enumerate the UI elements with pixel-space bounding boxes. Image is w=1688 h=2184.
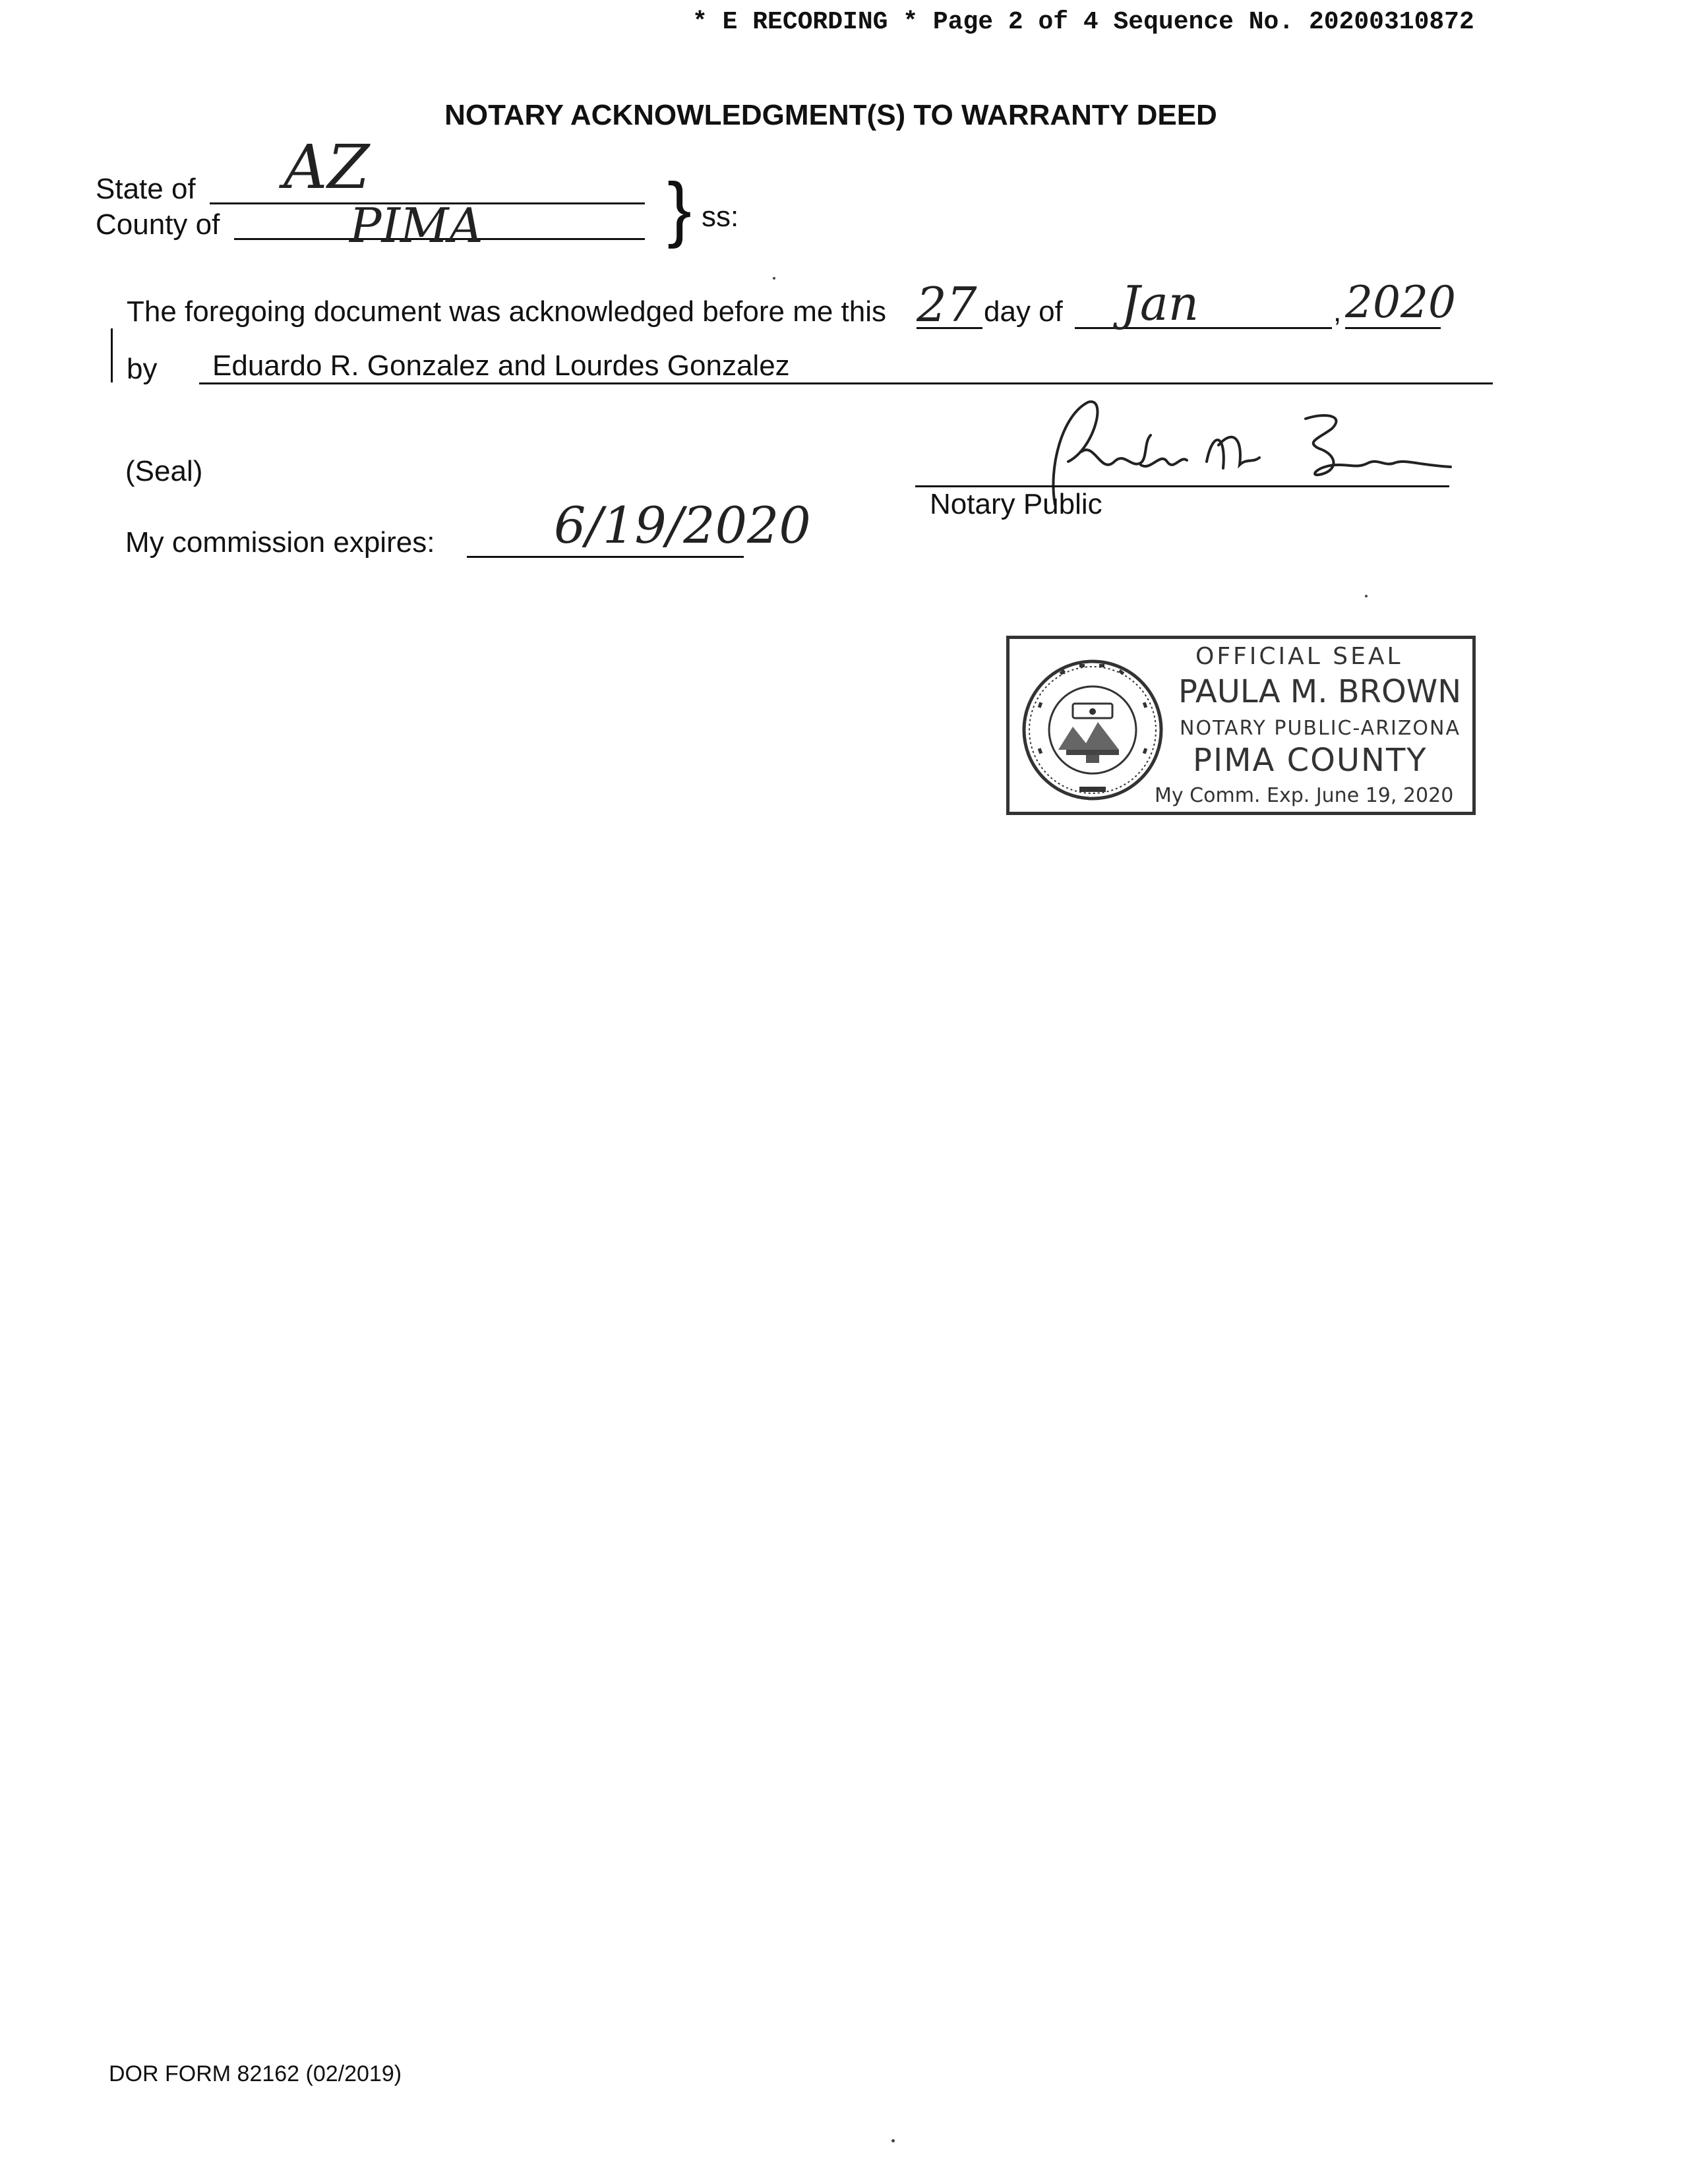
commission-label: My commission expires: — [125, 526, 435, 559]
county-label: County of — [96, 208, 220, 241]
year-value-handwritten: 2020 — [1345, 277, 1456, 328]
month-underline — [1075, 327, 1332, 329]
official-seal-stamp — [1006, 636, 1476, 815]
recording-header: * E RECORDING * Page 2 of 4 Sequence No. 20200310872 — [692, 8, 1474, 36]
state-label: State of — [96, 173, 196, 205]
commission-underline — [467, 556, 744, 558]
acknowledgment-text: The foregoing document was acknowledged before me this — [127, 295, 887, 328]
state-value-handwritten: AZ — [284, 132, 370, 202]
day-of-label: day of — [984, 295, 1063, 328]
seal-expiry: My Comm. Exp. June 19, 2020 — [1155, 784, 1454, 807]
form-identifier: DOR FORM 82162 (02/2019) — [109, 2061, 402, 2086]
notary-signature-line — [915, 485, 1449, 487]
day-value-handwritten: 27 — [917, 277, 977, 332]
by-label: by — [127, 353, 158, 385]
seal-notary-name: PAULA M. BROWN — [1178, 673, 1462, 710]
county-value-handwritten: PIMA — [349, 198, 483, 253]
scan-speck — [1365, 595, 1368, 597]
scan-speck — [773, 277, 775, 280]
brace-icon: } — [667, 168, 692, 249]
date-comma: , — [1333, 295, 1342, 328]
commission-value-handwritten: 6/19/2020 — [554, 496, 811, 555]
notary-public-label: Notary Public — [930, 488, 1102, 520]
seal-label: (Seal) — [125, 455, 203, 487]
seal-county: PIMA COUNTY — [1193, 742, 1428, 779]
margin-mark — [111, 328, 113, 382]
state-seal-emblem-icon — [1020, 657, 1165, 803]
document-title: NOTARY ACKNOWLEDGMENT(S) TO WARRANTY DEED — [444, 99, 1217, 131]
ss-label: ss: — [702, 200, 739, 233]
seal-heading: OFFICIAL SEAL — [1195, 643, 1403, 670]
signers-value: Eduardo R. Gonzalez and Lourdes Gonzalez — [212, 349, 790, 382]
signers-underline — [199, 382, 1493, 384]
seal-notary-title: NOTARY PUBLIC-ARIZONA — [1180, 717, 1461, 740]
month-value-handwritten: Jan — [1121, 276, 1199, 331]
scan-speck — [891, 2139, 895, 2142]
